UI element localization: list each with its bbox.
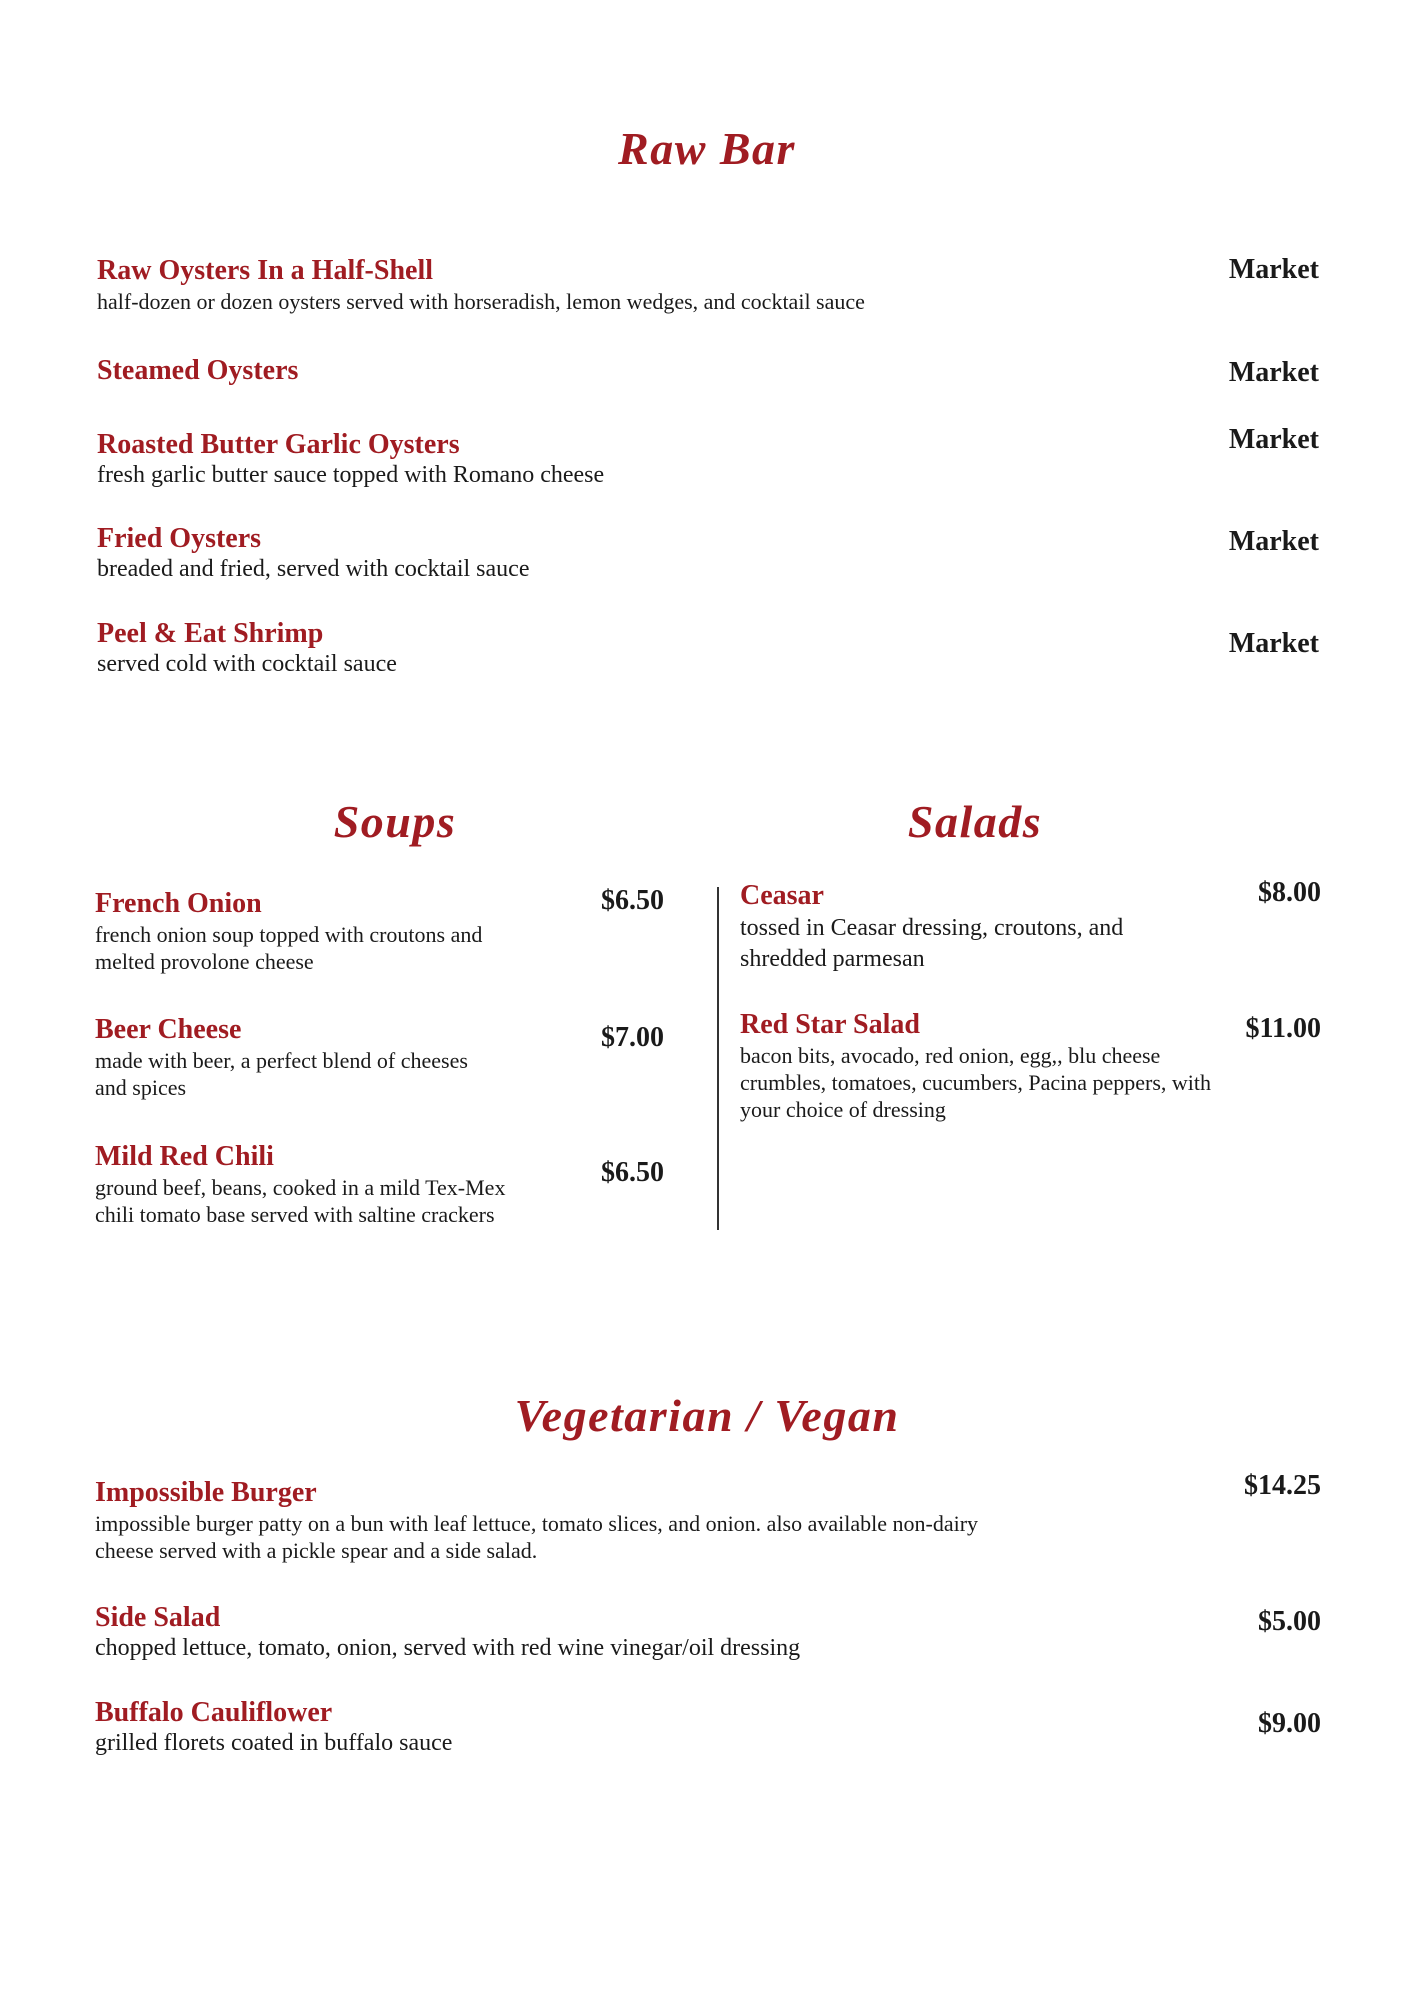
item-price: Market [1228, 254, 1319, 285]
item-price: $6.50 [601, 885, 664, 916]
item-description: breaded and fried, served with cocktail sauce [97, 556, 530, 582]
menu-item [97, 522, 529, 583]
item-description: fresh garlic butter sauce topped with Romano cheese [97, 462, 605, 488]
item-description-line: french onion soup topped with croutons and [95, 922, 483, 947]
item-description-line: crumbles, tomatoes, cucumbers, Pacina peppers, with [740, 1070, 1212, 1095]
item-price: $14.25 [1244, 1470, 1321, 1501]
raw-bar-title: Raw Bar [618, 123, 796, 174]
item-name: Fried Oysters [97, 523, 262, 554]
item-name: Raw Oysters In a Half-Shell [97, 255, 433, 286]
item-description-line: bacon bits, avocado, red onion, egg,, blu cheese [740, 1043, 1161, 1068]
item-name: Mild Red Chili [95, 1141, 274, 1172]
item-price: Market [1228, 357, 1319, 388]
item-price: $8.00 [1258, 877, 1321, 908]
menu-item [740, 1008, 1211, 1123]
item-price: Market [1228, 526, 1319, 557]
item-description-line: ground beef, beans, cooked in a mild Tex-Mex [95, 1175, 506, 1200]
menu-item [95, 1601, 800, 1662]
item-description: half-dozen or dozen oysters served with horseradish, lemon wedges, and cocktail sauce [97, 289, 865, 314]
item-description-line: chopped lettuce, tomato, onion, served with red wine vinegar/oil dressing [95, 1635, 801, 1661]
menu-item [95, 1476, 978, 1564]
soups-title: Soups [333, 796, 457, 847]
item-name: Steamed Oysters [97, 355, 299, 386]
item-price: $6.50 [601, 1157, 664, 1188]
item-price: $5.00 [1258, 1606, 1321, 1637]
item-name: French Onion [95, 888, 262, 919]
item-description-line: your choice of dressing [740, 1097, 946, 1122]
menu-item [95, 1696, 452, 1757]
menu-item [97, 428, 604, 489]
item-price: Market [1228, 424, 1319, 455]
item-description-line: impossible burger patty on a bun with leaf lettuce, tomato slices, and onion. also available non-dairy [95, 1511, 979, 1536]
item-price: $7.00 [601, 1022, 664, 1053]
item-name: Ceasar [740, 880, 824, 911]
vegetarian-title: Vegetarian / Vegan [514, 1390, 900, 1441]
item-description-line: and spices [95, 1075, 187, 1100]
item-name: Side Salad [95, 1602, 221, 1633]
item-description-line: cheese served with a pickle spear and a side salad. [95, 1538, 538, 1563]
item-name: Red Star Salad [740, 1009, 920, 1040]
menu-item [95, 1013, 468, 1101]
salads-title: Salads [907, 796, 1043, 847]
item-description-line: grilled florets coated in buffalo sauce [95, 1730, 453, 1756]
item-description: served cold with cocktail sauce [97, 651, 397, 677]
menu-item [97, 354, 298, 388]
menu-item [95, 1140, 505, 1228]
item-name: Roasted Butter Garlic Oysters [97, 429, 460, 460]
menu-item [740, 879, 1123, 975]
item-price: Market [1228, 628, 1319, 659]
item-description-line: shredded parmesan [740, 946, 925, 972]
item-description-line: chili tomato base served with saltine crackers [95, 1202, 495, 1227]
item-name: Buffalo Cauliflower [95, 1697, 333, 1728]
item-description-line: made with beer, a perfect blend of cheeses [95, 1048, 468, 1073]
item-price: $9.00 [1258, 1708, 1321, 1739]
menu-item [97, 617, 397, 678]
item-name: Beer Cheese [95, 1014, 242, 1045]
column-divider [717, 887, 719, 1230]
item-price: $11.00 [1245, 1013, 1321, 1044]
menu-item [95, 887, 482, 975]
item-description-line: tossed in Ceasar dressing, croutons, and [740, 915, 1124, 941]
menu-item [97, 254, 865, 315]
item-name: Impossible Burger [95, 1477, 317, 1508]
item-description-line: melted provolone cheese [95, 949, 314, 974]
item-name: Peel & Eat Shrimp [97, 618, 324, 649]
